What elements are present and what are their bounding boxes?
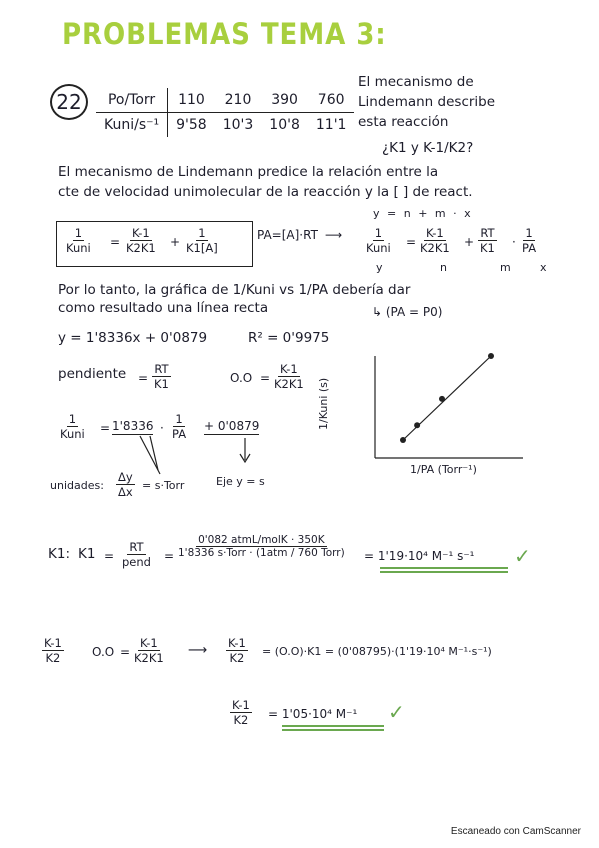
pendiente-label: pendiente [58, 366, 127, 382]
fraction: $\frac{RT}{K1}$ [154, 362, 169, 391]
table-cell: 9'58 [176, 117, 207, 133]
plot [345, 348, 525, 476]
table-cell: 10'8 [269, 117, 300, 133]
equals-sign: = [104, 549, 115, 563]
fraction: 1 Kuni [60, 412, 85, 441]
page-title: PROBLEMAS TEMA 3: [62, 17, 387, 51]
fraction: 1 Kuni [366, 226, 391, 255]
under-label: m [500, 261, 511, 274]
fraction: $\frac{\Delta y}{\Delta x}$ [118, 470, 133, 499]
equals-sign: = [110, 235, 121, 249]
equals-sign: = [164, 549, 175, 563]
arrow-icon: ⟶ [188, 642, 208, 658]
x-axis-label: 1/PA (Torr⁻¹) [410, 463, 477, 476]
units-value: = s·Torr [142, 479, 185, 492]
equals-sign: = [100, 421, 111, 435]
k1-label: K1: [48, 546, 70, 562]
plus-sign: + [464, 235, 475, 249]
fraction: $\frac{1}{PA}$ [172, 412, 187, 441]
linear-labels: y = n + m · x [373, 207, 473, 220]
graph-text-line: Por lo tanto, la gráfica de 1/Kuni vs 1/PA debería dar [58, 282, 411, 298]
fraction: 0'082 atmL/molK · 350K 1'8336 s·Torr · (1atm / 760 Torr) [178, 534, 345, 559]
intro-line: El mecanismo de Lindemann predice la relación entre la [58, 164, 439, 180]
under-label: y [376, 261, 383, 274]
check-icon: ✓ [514, 544, 531, 568]
fraction: $\frac{RT}{K1}$ [480, 226, 495, 255]
regression-equation: y = 1'8336x + 0'0879 [58, 330, 208, 346]
fraction: $\frac{K-1}{K2K1}$ [126, 226, 156, 255]
fraction: $\frac{K-1}{K2K1}$ [420, 226, 450, 255]
k1-result: = 1'19·10⁴ M⁻¹ s⁻¹ [364, 549, 475, 563]
plot-point [439, 396, 445, 402]
graph-text-line: como resultado una línea recta [58, 300, 269, 316]
table-cell: 110 [168, 88, 215, 113]
table-cell: 390 [261, 88, 308, 113]
plot-point [400, 437, 406, 443]
plot-point [414, 422, 420, 428]
plus-sign: + [170, 235, 181, 249]
footer-watermark: Escaneado con CamScanner [450, 826, 581, 837]
k1-symbol: K1 [78, 546, 96, 562]
y-axis-label: 1/Kuni (s) [317, 377, 330, 430]
fraction: $\frac{K-1}{K2}$ [228, 636, 246, 665]
eje-label: Eje y = s [216, 475, 265, 488]
equals-sign: = [406, 235, 417, 249]
km1-expression: = (O.O)·K1 = (0'08795)·(1'19·10⁴ M⁻¹·s⁻¹) [262, 645, 492, 658]
plot-point [488, 353, 494, 359]
pa-equation: PA=[A]·RT [257, 228, 318, 242]
fraction: $\frac{K-1}{K2K1}$ [134, 636, 164, 665]
table-cell: 11'1 [315, 117, 347, 133]
result-underline [282, 725, 384, 727]
result-underline [380, 571, 508, 573]
table-cell: 760 [308, 88, 355, 113]
fraction: RT pend [122, 540, 151, 569]
final-result: = 1'05·10⁴ M⁻¹ [268, 707, 358, 721]
equals-sign: = [120, 645, 131, 659]
intercept-value: + 0'0879 [204, 419, 260, 433]
result-underline [282, 729, 384, 731]
side-note-line: esta reacción [358, 114, 449, 130]
row-label: Kuni/s⁻¹ [96, 113, 168, 138]
fraction: $\frac{K-1}{K2}$ [232, 698, 250, 727]
check-icon: ✓ [388, 700, 405, 724]
times-sign: · [512, 235, 516, 249]
times-sign: · [160, 421, 164, 435]
side-note-line: Lindemann describe [358, 94, 496, 110]
intro-line: cte de velocidad unimolecular de la reacción y la [ ] de react. [58, 184, 473, 200]
row-label: Po/Torr [96, 88, 168, 113]
oo-label: O.O [92, 645, 115, 659]
under-label: x [540, 261, 547, 274]
fraction: $\frac{1}{K1[A]}$ [186, 226, 218, 255]
table-cell: 210 [215, 88, 262, 113]
units-label: unidades: [50, 479, 104, 492]
problem-number: 22 [50, 84, 88, 120]
under-label: n [440, 261, 447, 274]
slope-value: 1'8336 [112, 419, 154, 433]
fraction: $\frac{K-1}{K2K1}$ [274, 362, 304, 391]
equals-sign: = [138, 371, 149, 385]
result-underline [380, 567, 508, 569]
side-note-line: El mecanismo de [358, 74, 474, 90]
fraction: $\frac{K-1}{K2}$ [44, 636, 62, 665]
arrow-icon: ⟶ [325, 228, 343, 242]
equals-sign: = [260, 371, 271, 385]
r-squared: R² = 0'9975 [248, 330, 330, 346]
pa-note: ↳ (PA = P0) [372, 305, 443, 319]
table-cell: 10'3 [222, 117, 254, 133]
fraction: 1 Kuni [66, 226, 91, 255]
side-question: ¿K1 y K-1/K2? [382, 140, 474, 156]
fraction: $\frac{1}{PA}$ [522, 226, 537, 255]
oo-label: O.O [230, 371, 253, 385]
